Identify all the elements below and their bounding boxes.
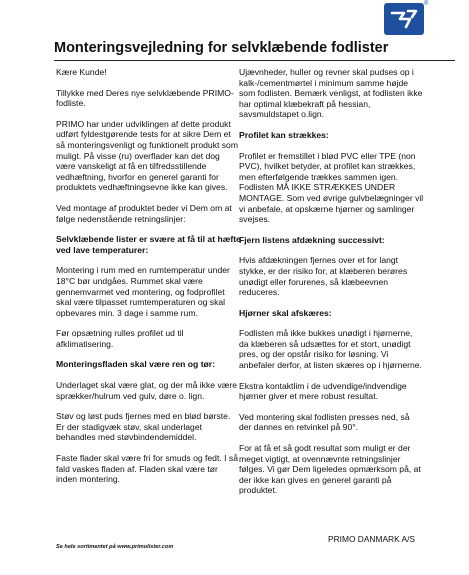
paragraph: Ujævnheder, huller og revner skal pudses op i kalk-/cementmørtel i minimum samme højde som fodlisten. Bemærk venligst, at fodlisten ikke har optimal klæbekraft på hessian, savsmuldstapet o.lign. bbox=[239, 67, 423, 120]
section-heading: Fjern listens afdækning successivt: bbox=[239, 234, 385, 245]
section-heading: Selvklæbende lister er svære at få til at hæfte ved lave temperaturer: bbox=[56, 234, 241, 255]
paragraph: Ved montage af produktet beder vi Dem om at følge nedenstående retningslinjer: bbox=[56, 202, 232, 224]
paragraph: Tillykke med Deres nye selvklæbende PRIMO-fodliste. bbox=[56, 87, 234, 109]
paragraph: Støv og løst puds fjernes med en blød børste. Er der stadigvæk støv, skal underlaget behandles med støvbindendemiddel. bbox=[56, 411, 231, 443]
paragraph: Ekstra kontaktlim i de udvendige/indvendige hjørner giver et mere robust resultat. bbox=[239, 380, 407, 402]
title-divider bbox=[54, 60, 455, 61]
paragraph: Montering i rum med en rumtemperatur under 18°C bør undgåes. Rummet skal være gennemvarmet ved montering, og fodprofilet skal være tilpasset rumtemperaturen og skal opbevares min. 3 dage i samme rum. bbox=[56, 265, 230, 318]
paragraph: Ved montering skal fodlisten presses ned, så der dannes en retvinkel på 90°. bbox=[239, 411, 410, 433]
paragraph: Hvis afdækningen fjernes over et for langt stykke, er der risiko for, at klæberen berøres unødigt eller forurenes, så klæbeevnen reduceres. bbox=[239, 255, 408, 298]
section-heading: Hjørner skal afskæres: bbox=[239, 307, 332, 318]
left-column bbox=[56, 67, 241, 495]
website-note: Se hele sortimentet på www.primolister.com bbox=[56, 544, 174, 550]
paragraph: Kære Kunde! bbox=[56, 67, 107, 77]
section-heading: Monteringsfladen skal være ren og tør: bbox=[56, 359, 216, 370]
primo-logo-icon bbox=[384, 3, 424, 35]
paragraph: Før opsætning rulles profilet ud til afklimatisering. bbox=[56, 328, 184, 349]
company-name: PRIMO DANMARK A/S bbox=[328, 534, 416, 544]
paragraph: Faste flader skal være fri for smuds og fedt. I så fald vaskes fladen af. Fladen skal være tør inden montering. bbox=[56, 453, 238, 485]
section-heading: Profilet kan strækkes: bbox=[239, 129, 329, 140]
paragraph: For at få et så godt resultat som muligt er der meget vigtigt, at ovennævnte retningslinjer følges. Vi gør Dem ligeledes opmærksom på, at der ikke kan gives en generel garanti på produktet. bbox=[239, 443, 421, 496]
registered-mark: ® bbox=[424, 1, 429, 7]
page-title: Monteringsvejledning for selvklæbende fodlister bbox=[54, 40, 389, 56]
paragraph: Underlaget skal være glat, og der må ikke være sprækker/hulrum ved gulv, døre o. lign. bbox=[56, 380, 238, 401]
paragraph: PRIMO har under udviklingen af dette produkt udført fyldestgørende tests for at sikre Dem et så monteringsvenligt og funktionelt produkt som muligt. På visse (ru) overflader kan det dog være vanskeligt at få en tilfredsstillende vedhæftning, hvorfor en generel garanti for produktets vedhæftningsevne ikke kan gives. bbox=[56, 118, 239, 193]
paragraph: Profilet er fremstillet i blød PVC eller TPE (non PVC), hvilket betyder, at profilet kan strækkes, men efterfølgende trækkes sammen igen. Fodlisten MÅ IKKE STRÆKKES UNDER MONTAGE. Som ved øvrige gulvbelægninger vil vi anbefale, at opskærne hjørner og samlinger svejses. bbox=[239, 150, 424, 225]
right-column bbox=[239, 67, 424, 506]
paragraph: Fodlisten må ikke bukkes unødigt i hjørnerne, da klæberen så udsættes for et stort, unødigt pres, og der opstår risiko for løsning. Vi anbefaler derfor, at listen skæres op i hjørnerne. bbox=[239, 328, 422, 371]
